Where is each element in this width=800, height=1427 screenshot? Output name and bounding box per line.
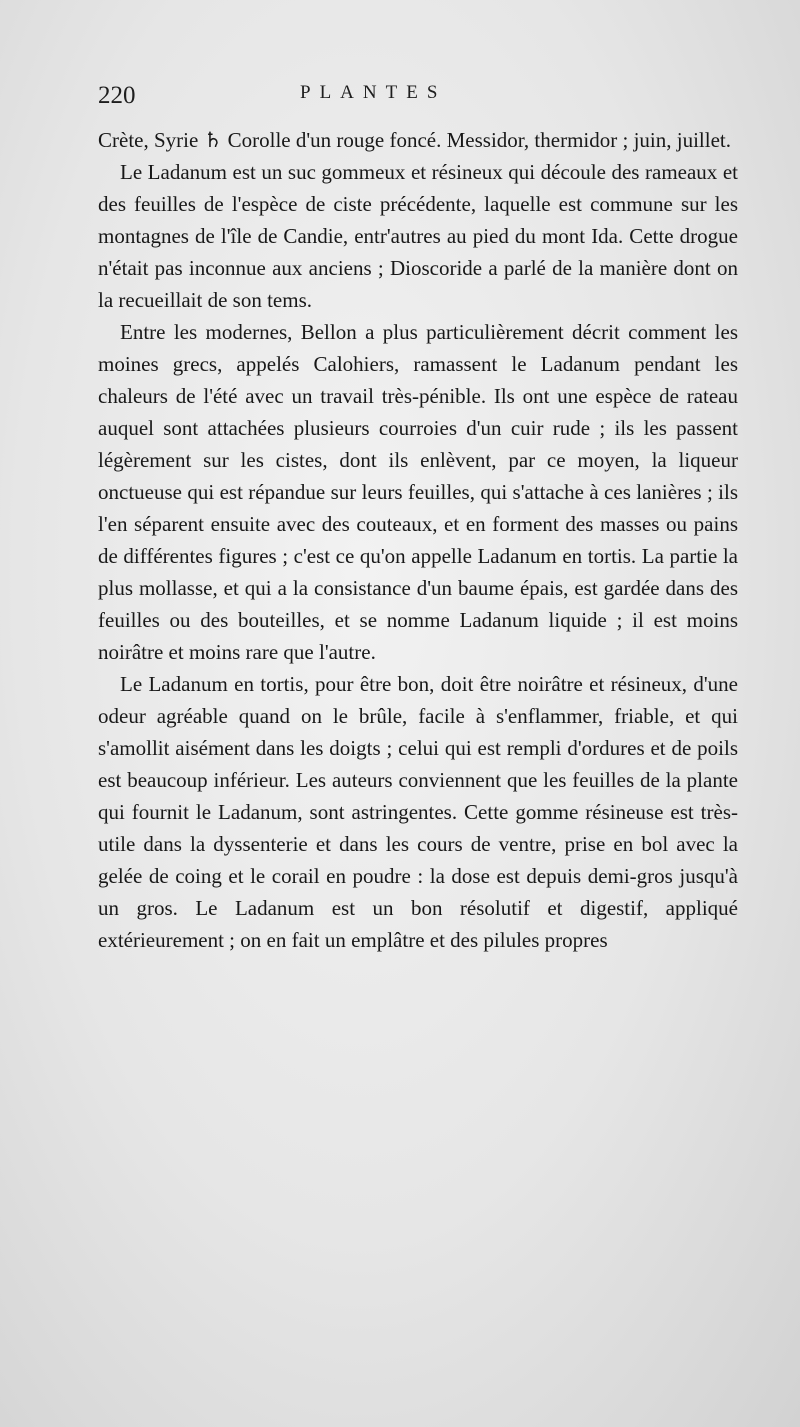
paragraph-properties: Le Ladanum en tortis, pour être bon, doit être noirâtre et résineux, d'une odeur agréable quand on le brûle, facile à s'enflammer, friable, et qui s'amollit aisément dans les doigts ; celui qui est rempli d'ordures et de poils est beaucoup inférieur. Les auteurs conviennent que les feuilles de la plante qui fournit le Ladanum, sont astringentes. Cette gomme résineuse est très-utile dans la dyssenterie et dans les cours de ventre, prise en bol avec la gelée de coing et le corail en poudre : la dose est depuis demi-gros jusqu'à un gros. Le Ladanum est un bon résolutif et digestif, appliqué extérieurement ; on en fait un emplâtre et des pilules propres <box>98 672 738 952</box>
body-text <box>98 124 738 956</box>
paragraph-harvest: Entre les modernes, Bellon a plus particulièrement décrit comment les moines grecs, appelés Calohiers, ramassent le Ladanum pendant les chaleurs de l'été avec un travail très-pénible. Ils ont une espèce de rateau auquel sont attachées plusieurs courroies d'un cuir rude ; ils les passent légèrement sur les cistes, dont ils enlèvent, par ce moyen, la liqueur onctueuse qui est répandue sur leurs feuilles, qui s'attache à ces lanières ; ils l'en séparent ensuite avec des couteaux, et en forment des masses ou pains de différentes figures ; c'est ce qu'on appelle Ladanum en tortis. La partie la plus mollasse, et qui a la consistance d'un baume épais, est gardée dans des feuilles ou des bouteilles, et se nomme Ladanum liquide ; il est moins noirâtre et moins rare que l'autre. <box>98 320 738 664</box>
paragraph-origin: Crète, Syrie ♄ Corolle d'un rouge foncé. Messidor, thermidor ; juin, juillet. <box>98 128 731 152</box>
page-header <box>98 82 738 118</box>
paragraph-ladanum-intro: Le Ladanum est un suc gommeux et résineux qui découle des rameaux et des feuilles de l'espèce de ciste précédente, laquelle est commune sur les montagnes de l'île de Candie, entr'autres au pied du mont Ida. Cette drogue n'était pas inconnue aux anciens ; Dioscoride a parlé de la manière dont on la recueillait de son tems. <box>98 160 738 312</box>
running-head: PLANTES <box>300 82 447 103</box>
page-number: 220 <box>98 82 136 109</box>
